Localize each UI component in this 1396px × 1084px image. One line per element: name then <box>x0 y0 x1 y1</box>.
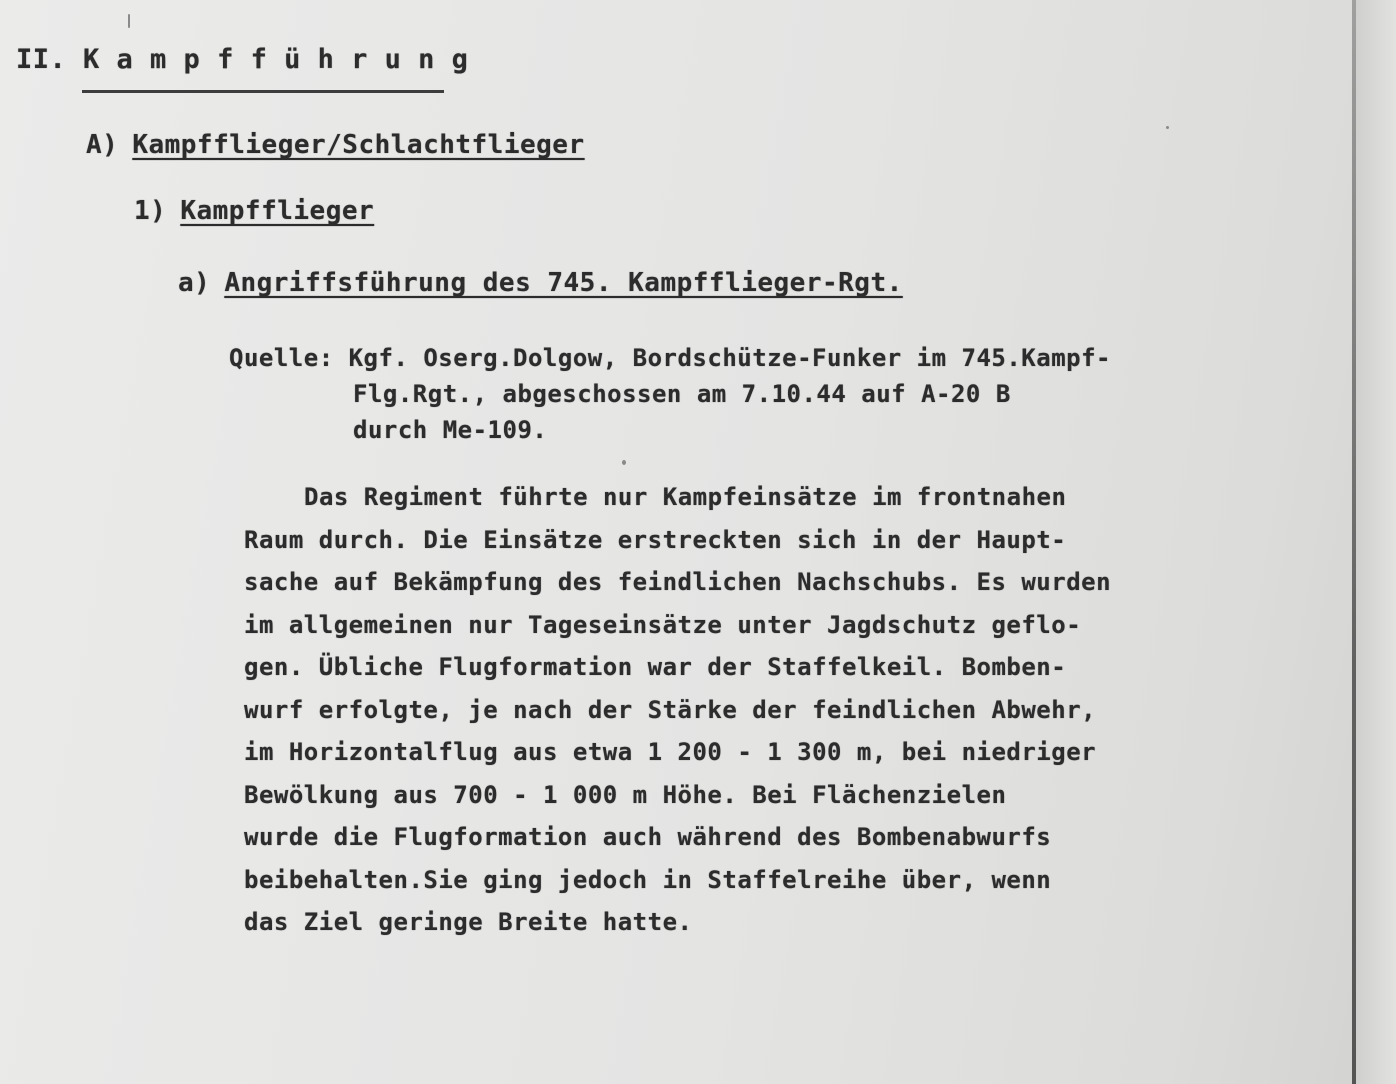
section-heading: II. K a m p f f ü h r u n g <box>16 44 469 75</box>
subsection-title: Angriffsführung des 745. Kampfflieger-Rgt. <box>224 268 903 298</box>
subsection-title: Kampfflieger/Schlachtflieger <box>132 130 585 160</box>
paper-speck <box>622 460 626 465</box>
source-citation <box>229 340 1189 448</box>
body-line: Bewölkung aus 700 - 1 000 m Höhe. Bei Flächenzielen <box>244 780 1007 809</box>
subsection-marker: 1) <box>134 196 167 226</box>
body-paragraph <box>244 476 1194 944</box>
subsection-heading-1 <box>134 196 374 226</box>
subsection-marker: a) <box>178 268 211 298</box>
body-line: das Ziel geringe Breite hatte. <box>244 908 693 936</box>
body-line: wurf erfolgte, je nach der Stärke der feindlichen Abwehr, <box>244 695 1097 724</box>
body-line: gen. Übliche Flugformation war der Staffelkeil. Bomben- <box>244 653 1067 681</box>
paper-speck <box>128 14 130 28</box>
body-line: wurde die Flugformation auch während des Bombenabwurfs <box>244 823 1052 851</box>
subsection-heading-a-small <box>178 268 903 298</box>
body-line: Das Regiment führte nur Kampfeinsätze im frontnahen <box>304 483 1067 511</box>
body-line: im Horizontalflug aus etwa 1 200 - 1 300 m, bei niedriger <box>244 738 1097 766</box>
body-line: beibehalten.Sie ging jedoch in Staffelreihe über, wenn <box>244 865 1052 894</box>
heading-underline <box>82 90 444 93</box>
body-line: sache auf Bekämpfung des feindlichen Nachschubs. Es wurden <box>244 568 1112 596</box>
paper-speck <box>1166 126 1169 129</box>
source-line: Quelle: Kgf. Oserg.Dolgow, Bordschütze-Funker im 745.Kampf- <box>229 344 1112 372</box>
source-line: durch Me-109. <box>353 416 548 444</box>
source-line: Flg.Rgt., abgeschossen am 7.10.44 auf A-20 B <box>353 380 1011 408</box>
body-line: Raum durch. Die Einsätze erstreckten sich in der Haupt- <box>244 525 1067 554</box>
subsection-title: Kampfflieger <box>180 196 375 226</box>
body-line: im allgemeinen nur Tageseinsätze unter Jagdschutz geflo- <box>244 610 1082 639</box>
subsection-heading-a <box>86 130 585 160</box>
subsection-marker: A) <box>86 130 119 160</box>
page-edge-shadow <box>1356 0 1396 1084</box>
